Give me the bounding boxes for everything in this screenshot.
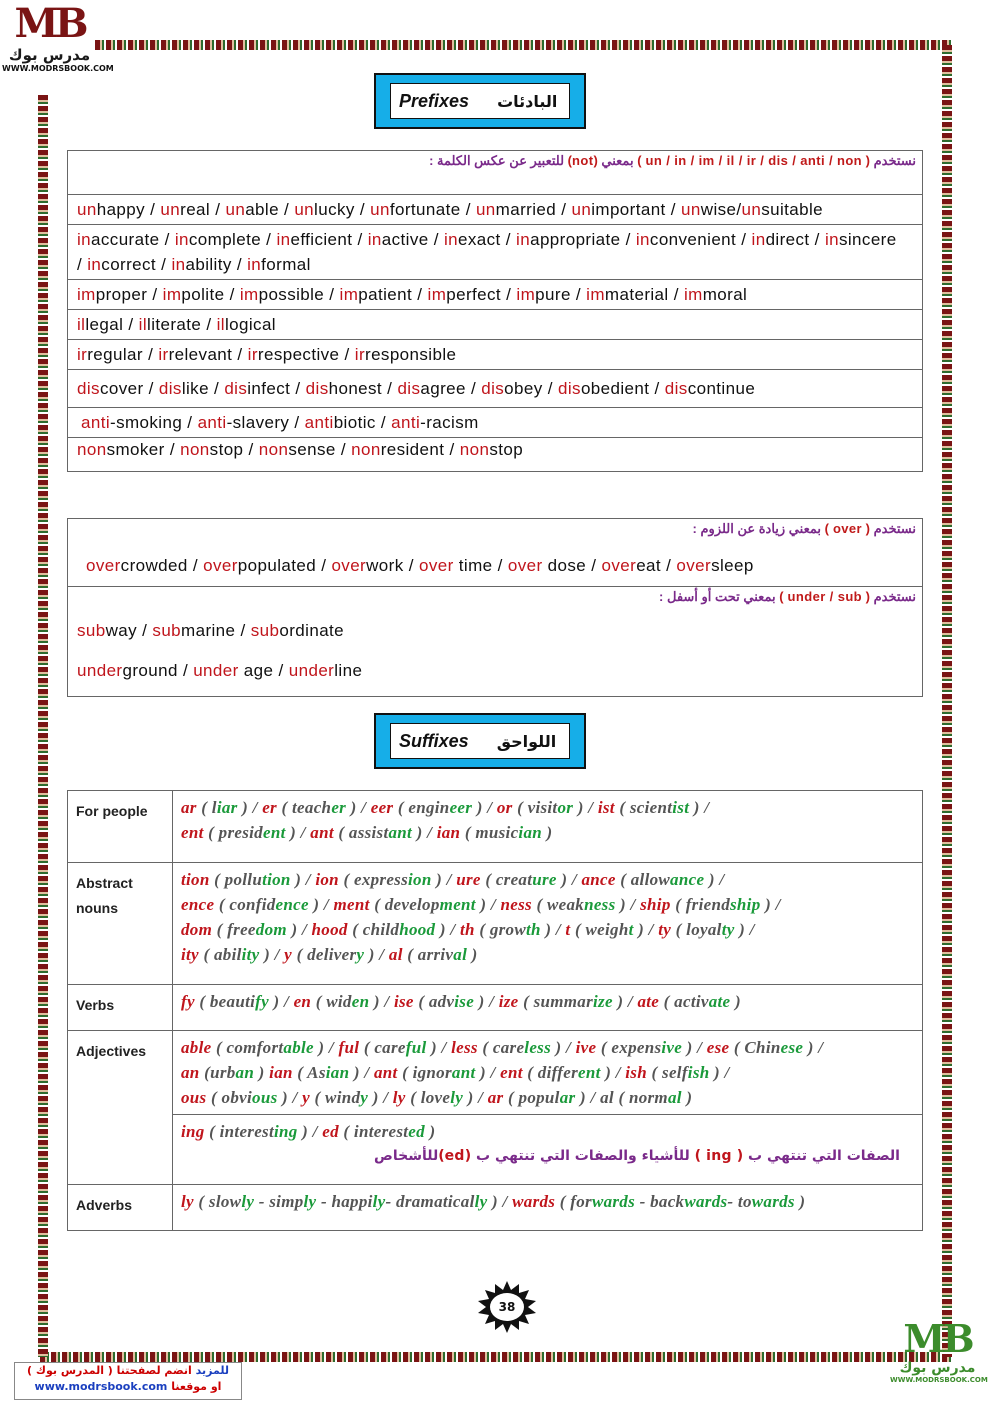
word: underline bbox=[288, 661, 363, 680]
under-row: underground / under age / underline bbox=[77, 661, 363, 680]
under-cell bbox=[68, 587, 923, 697]
suffix-adjectives: able ( comfortable ) / ful ( careful ) / less ( careless ) / ive ( expensive ) / ese ( Chinese ) / an (urban ) ian ( Asian ) / ant ( ignorant ) / ent ( different ) / ish ( selfish ) / ous ( obvious ) / y ( windy ) / ly ( lovely ) / ar ( popular ) / al ( normal ) bbox=[173, 1031, 923, 1115]
word: disinfect bbox=[224, 378, 291, 398]
label-verbs: Verbs bbox=[68, 985, 173, 1031]
over-row: overcrowded / overpopulated / overwork / over time / over dose / overeat / oversleep bbox=[86, 556, 754, 575]
word: inefficient bbox=[276, 230, 353, 249]
word: overwork bbox=[331, 556, 404, 575]
word: overcrowded bbox=[86, 556, 188, 575]
suffix-adverbs: ly ( slowly - simply - happily- dramatically ) / wards ( forwards - backwards- towards ) bbox=[173, 1185, 923, 1231]
word: disobedient bbox=[558, 378, 650, 398]
page-number: 38 bbox=[498, 1300, 516, 1314]
under-note: نستخدم ( under / sub ) بمعني تحت أو أسفل : bbox=[659, 589, 916, 604]
word: underground bbox=[77, 661, 178, 680]
logo-arabic-text: مدرس بوك bbox=[899, 1360, 976, 1376]
word: illiterate bbox=[138, 314, 202, 334]
ing-ed-note: الصفات التي تنتهي ب ( ing ) للأشياء والصفات التي تنتهي ب (ed)للأشخاص bbox=[374, 1148, 900, 1164]
logo-url: WWW.MODRSBOOK.COM bbox=[890, 1376, 988, 1384]
word: irrelevant bbox=[158, 344, 233, 364]
promo-box[interactable]: للمزيد انضم لصفحتنا ( المدرس بوك ) www.modrsbook.com او موقعنا bbox=[14, 1362, 242, 1400]
over-cell bbox=[68, 519, 923, 587]
word: insincere bbox=[824, 230, 897, 249]
word: illogical bbox=[216, 314, 276, 334]
word: disobey bbox=[481, 378, 543, 398]
suffix-people: ar ( liar ) / er ( teacher ) / eer ( engineer ) / or ( visitor ) / ist ( scientist ) / ent ( president ) / ant ( assistant ) / ian ( musician ) bbox=[173, 791, 923, 863]
prefixes-title: Prefixes bbox=[399, 90, 470, 111]
prefix-row-in: inaccurate / incomplete / inefficient / inactive / inexact / inappropriate / inconvenient / indirect / insincere / incorrect / inability / informal bbox=[68, 225, 923, 280]
word: unimportant bbox=[571, 199, 666, 219]
word: nonsense bbox=[258, 440, 336, 459]
word: imperfect bbox=[427, 284, 502, 304]
word: inconvenient bbox=[635, 230, 737, 249]
word: under age bbox=[193, 661, 274, 680]
page-number-badge bbox=[476, 1280, 538, 1334]
label-adverbs: Adverbs bbox=[68, 1185, 173, 1231]
word: dislike bbox=[158, 378, 209, 398]
word: anti-smoking bbox=[81, 412, 183, 432]
word: irregular bbox=[77, 344, 143, 364]
word: over time bbox=[419, 556, 493, 575]
word: nonstop bbox=[459, 440, 524, 459]
word: illegal bbox=[77, 314, 124, 334]
word: indirect bbox=[751, 230, 810, 249]
word: improper bbox=[77, 284, 148, 304]
word: submarine bbox=[152, 621, 236, 640]
word: oversleep bbox=[676, 556, 754, 575]
prefix-row-anti: anti-smoking / anti-slavery / antibiotic / anti-racism bbox=[68, 408, 923, 438]
prefixes-table bbox=[67, 150, 923, 472]
word: immaterial bbox=[586, 284, 669, 304]
promo-url[interactable]: www.modrsbook.com bbox=[34, 1380, 168, 1393]
label-abstract-nouns: Abstract nouns bbox=[68, 863, 173, 985]
word: discover bbox=[77, 378, 144, 398]
word: unmarried bbox=[475, 199, 557, 219]
word: anti-racism bbox=[391, 412, 479, 432]
word: unlucky bbox=[294, 199, 355, 219]
prefix-row-non: nonsmoker / nonstop / nonsense / nonresident / nonstop bbox=[68, 438, 923, 472]
prefix-note: نستخدم ( un / in / im / il / ir / dis / anti / non ) بمعني (not) للتعبير عن عكس الكلمة : bbox=[68, 151, 923, 195]
word: irrespective bbox=[247, 344, 340, 364]
logo-url: WWW.MODRSBOOK.COM bbox=[2, 64, 114, 73]
page-border-bottom bbox=[40, 1352, 952, 1362]
word: impure bbox=[516, 284, 571, 304]
word: irresponsible bbox=[354, 344, 457, 364]
prefixes-title-arabic: البادئات bbox=[497, 91, 558, 111]
word: inaccurate bbox=[77, 230, 160, 249]
word: unhappy bbox=[77, 199, 146, 219]
label-adjectives: Adjectives bbox=[68, 1031, 173, 1185]
word: inexact bbox=[443, 230, 501, 249]
prefix-row-ir: irregular / irrelevant / irrespective / irresponsible bbox=[68, 340, 923, 370]
page-border-left bbox=[38, 95, 48, 1357]
word: anti-slavery bbox=[197, 412, 290, 432]
over-under-table bbox=[67, 518, 923, 697]
word: unreal bbox=[160, 199, 211, 219]
word: inability bbox=[171, 255, 232, 274]
word: discontinue bbox=[664, 378, 756, 398]
word: unable bbox=[225, 199, 279, 219]
logo-mark: MB bbox=[14, 0, 85, 47]
suffixes-title: Suffixes bbox=[399, 730, 469, 751]
word: overeat bbox=[601, 556, 662, 575]
logo-bottom-right[interactable] bbox=[890, 1316, 988, 1400]
word: nonsmoker bbox=[77, 440, 165, 459]
suffixes-banner bbox=[374, 713, 586, 769]
logo-arabic-text: مدرس بوك bbox=[8, 46, 91, 64]
prefix-row-im: improper / impolite / impossible / impatient / imperfect / impure / immaterial / immoral bbox=[68, 280, 923, 310]
prefix-row-dis: discover / dislike / disinfect / dishonest / disagree / disobey / disobedient / discontinue bbox=[68, 370, 923, 408]
word: antibiotic bbox=[304, 412, 376, 432]
word: overpopulated bbox=[203, 556, 317, 575]
page-border-right bbox=[942, 45, 952, 1357]
suffixes-table bbox=[67, 790, 923, 1231]
sub-row: subway / submarine / subordinate bbox=[77, 621, 345, 640]
word: impossible bbox=[239, 284, 325, 304]
suffixes-title-arabic: اللواحق bbox=[496, 731, 557, 751]
suffix-verbs: fy ( beautify ) / en ( widen ) / ise ( advise ) / ize ( summarize ) / ate ( activate ) bbox=[173, 985, 923, 1031]
word: inactive bbox=[367, 230, 429, 249]
word: inappropriate bbox=[516, 230, 621, 249]
suffix-ing-ed: ing ( interesting ) / ed ( interested ) الصفات التي تنتهي ب ( ing ) للأشياء والصفات التي تنتهي ب (ed)للأشخاص bbox=[173, 1115, 923, 1185]
prefixes-banner bbox=[374, 73, 586, 129]
label-for-people: For people bbox=[68, 791, 173, 863]
word: immoral bbox=[683, 284, 748, 304]
word: nonstop bbox=[180, 440, 244, 459]
word: subordinate bbox=[250, 621, 345, 640]
logo-top-left[interactable] bbox=[2, 0, 114, 94]
logo-mark: MB bbox=[903, 1316, 972, 1361]
word: incomplete bbox=[174, 230, 262, 249]
word: nonresident bbox=[351, 440, 445, 459]
word: unwise/ bbox=[681, 199, 742, 219]
word: incorrect bbox=[87, 255, 157, 274]
word: unsuitable bbox=[741, 199, 824, 219]
word: unfortunate bbox=[370, 199, 461, 219]
word: impolite bbox=[162, 284, 225, 304]
prefix-row-un: unhappy / unreal / unable / unlucky / unfortunate / unmarried / unimportant / unwise/unsuitable bbox=[68, 195, 923, 225]
prefix-row-il: illegal / illiterate / illogical bbox=[68, 310, 923, 340]
word: disagree bbox=[397, 378, 466, 398]
over-note: نستخدم ( over ) بمعني زيادة عن اللزوم : bbox=[692, 521, 916, 536]
word: informal bbox=[247, 255, 311, 274]
word: dishonest bbox=[305, 378, 383, 398]
word: subway bbox=[77, 621, 138, 640]
word: over dose bbox=[507, 556, 587, 575]
word: impatient bbox=[339, 284, 413, 304]
suffix-abstract-nouns: tion ( pollution ) / ion ( expression ) / ure ( creature ) / ance ( allowance ) / ence ( confidence ) / ment ( development ) / ness ( weakness ) / ship ( friendship ) / dom ( freedom ) / hood ( childhood ) / th ( growth ) / t ( weight ) / ty ( loyalty ) / ity ( ability ) / y ( delivery ) / al ( arrival ) bbox=[173, 863, 923, 985]
page-border-top bbox=[95, 40, 952, 50]
